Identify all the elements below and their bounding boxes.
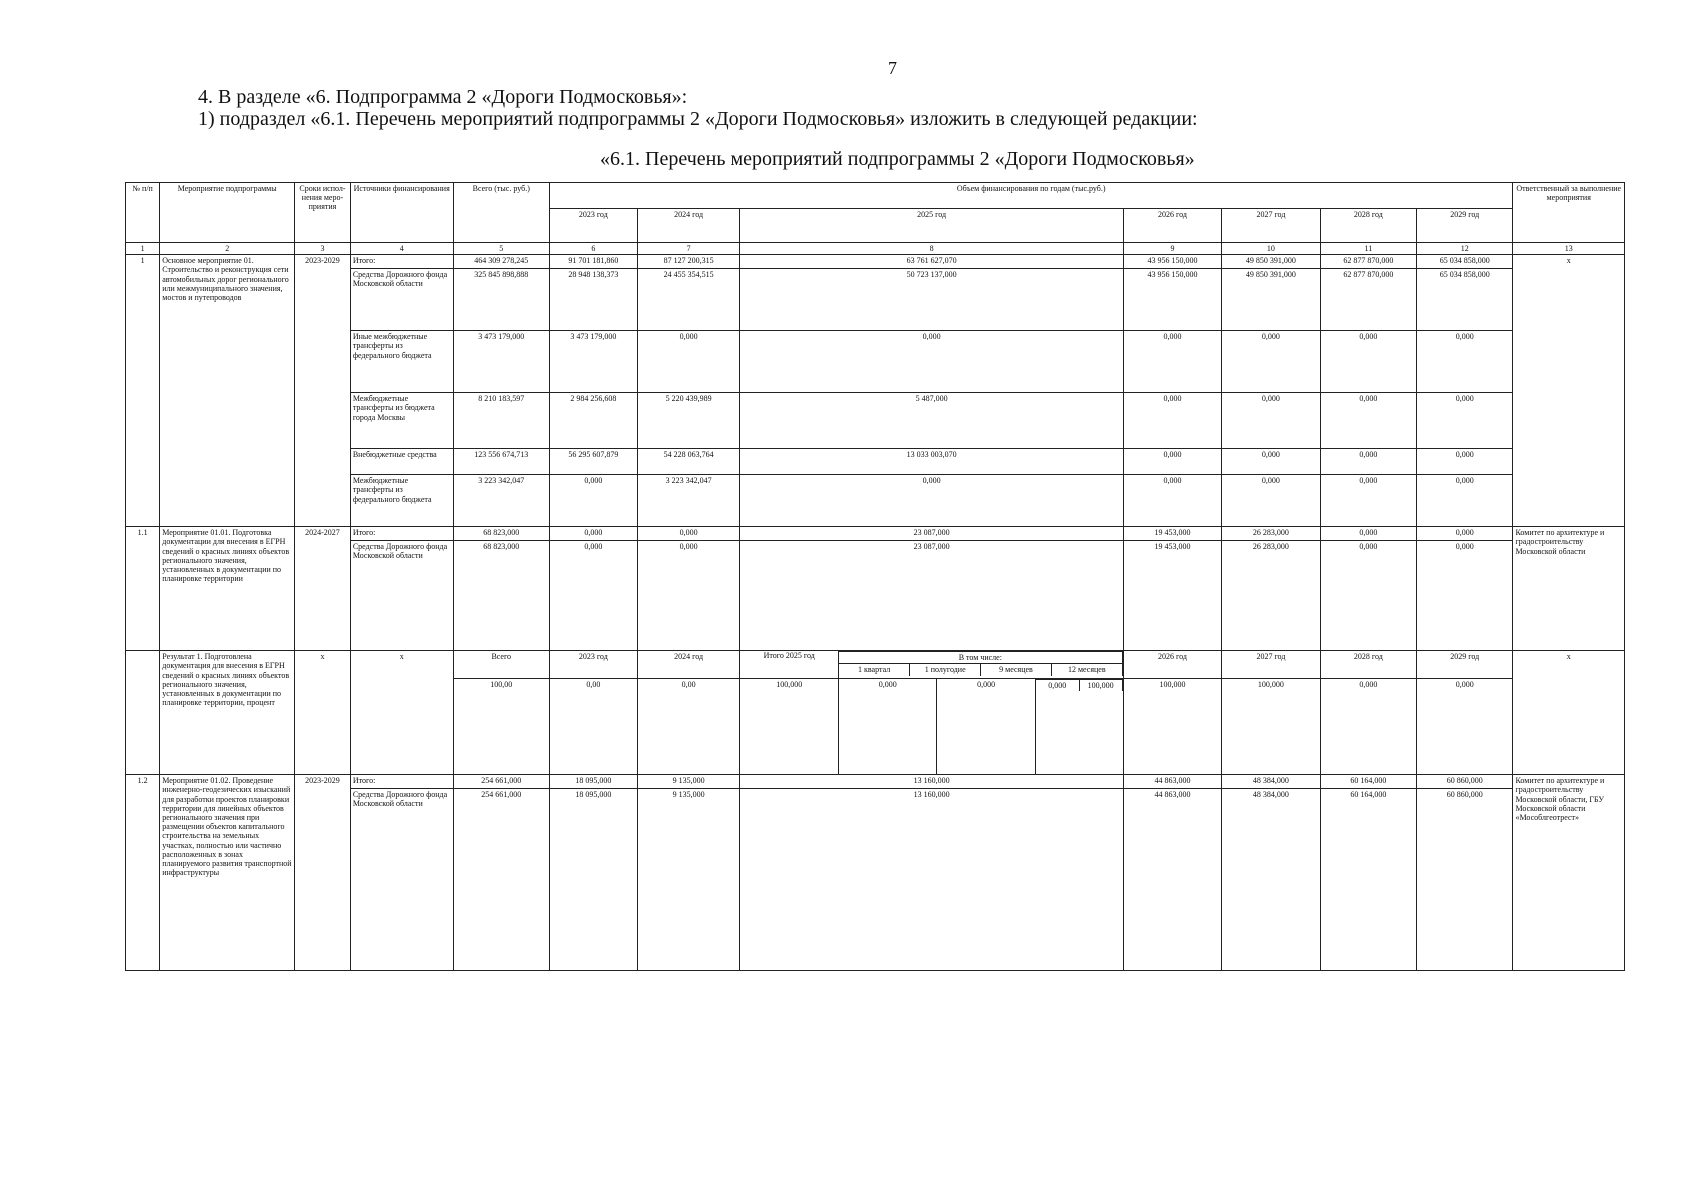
amount-2026: 19 453,000 bbox=[1123, 527, 1221, 541]
amount-2023: 0,000 bbox=[549, 527, 637, 541]
amount-2027: 0,000 bbox=[1222, 449, 1320, 475]
amount-2028: 62 877 870,000 bbox=[1320, 255, 1416, 269]
amount-2024: 9 135,000 bbox=[637, 775, 740, 789]
amount-2028: 0,000 bbox=[1320, 393, 1416, 449]
result-v-2023: 0,00 bbox=[549, 679, 637, 775]
amount-2028: 0,000 bbox=[1320, 331, 1416, 393]
amount-2024: 0,000 bbox=[637, 527, 740, 541]
amount-2029: 0,000 bbox=[1417, 449, 1513, 475]
amount-2029: 65 034 858,000 bbox=[1417, 269, 1513, 331]
result-v-q1: 0,000 bbox=[838, 679, 936, 775]
header-volume: Объем финансирования по годам (тыс.руб.) bbox=[549, 183, 1513, 209]
amount-2027: 26 283,000 bbox=[1222, 527, 1320, 541]
header-year-2027: 2027 год bbox=[1222, 209, 1320, 243]
event-terms: 2023-2029 bbox=[295, 255, 351, 527]
amount-2028: 0,000 bbox=[1320, 475, 1416, 527]
row-num: 1.1 bbox=[126, 527, 160, 651]
amount-total: 8 210 183,597 bbox=[453, 393, 549, 449]
col-number: 8 bbox=[740, 243, 1123, 255]
result-v-9m-12m bbox=[1035, 679, 1123, 775]
row-num: 1 bbox=[126, 255, 160, 527]
result-h-2028: 2028 год bbox=[1320, 651, 1416, 679]
result-h-total: Всего bbox=[453, 651, 549, 679]
amount-total: 254 661,000 bbox=[453, 789, 549, 971]
col-number: 4 bbox=[350, 243, 453, 255]
amount-2026: 0,000 bbox=[1123, 449, 1221, 475]
col-number: 10 bbox=[1222, 243, 1320, 255]
event-name: Мероприятие 01.02. Проведение инженерно-геодезических изысканий для разработки проектов планировки территории для линейных объектов регионального значения при размещении объектов капитального строительства на земельных участках, полностью или частично расположенных в зонах планируемого развития транспортной инфраструктуры bbox=[160, 775, 295, 971]
result-v-2029: 0,000 bbox=[1417, 679, 1513, 775]
amount-2028: 0,000 bbox=[1320, 527, 1416, 541]
result-v-total: 100,00 bbox=[453, 679, 549, 775]
amount-2028: 0,000 bbox=[1320, 449, 1416, 475]
header-year-2029: 2029 год bbox=[1417, 209, 1513, 243]
amount-2023: 56 295 607,879 bbox=[549, 449, 637, 475]
amount-2027: 0,000 bbox=[1222, 393, 1320, 449]
amount-total: 325 845 898,888 bbox=[453, 269, 549, 331]
amount-2026: 43 956 150,000 bbox=[1123, 269, 1221, 331]
result-header-row bbox=[126, 651, 1625, 679]
amount-total: 464 309 278,245 bbox=[453, 255, 549, 269]
table-row bbox=[126, 393, 1625, 449]
responsible: Комитет по архитектуре и градостроительству Московской области bbox=[1513, 527, 1625, 651]
result-h-2023: 2023 год bbox=[549, 651, 637, 679]
col-number: 5 bbox=[453, 243, 549, 255]
amount-total: 254 661,000 bbox=[453, 775, 549, 789]
section-heading: 4. В разделе «6. Подпрограмма 2 «Дороги Подмосковья»: bbox=[198, 86, 688, 108]
amount-2029: 60 860,000 bbox=[1417, 789, 1513, 971]
row-num: 1.2 bbox=[126, 775, 160, 971]
col-number: 3 bbox=[295, 243, 351, 255]
amount-2025: 63 761 627,070 bbox=[740, 255, 1123, 269]
amount-2024: 24 455 354,515 bbox=[637, 269, 740, 331]
amount-2023: 0,000 bbox=[549, 475, 637, 527]
amount-2027: 48 384,000 bbox=[1222, 775, 1320, 789]
col-number: 13 bbox=[1513, 243, 1625, 255]
amount-2025: 23 087,000 bbox=[740, 527, 1123, 541]
amount-2023: 2 984 256,608 bbox=[549, 393, 637, 449]
header-year-2025: 2025 год bbox=[740, 209, 1123, 243]
amount-2029: 0,000 bbox=[1417, 475, 1513, 527]
header-event: Мероприятие подпрограммы bbox=[160, 183, 295, 243]
table-title: «6.1. Перечень мероприятий подпрограммы 2 «Дороги Подмосковья» bbox=[600, 148, 1195, 170]
result-h-2024: 2024 год bbox=[637, 651, 740, 679]
amount-2029: 60 860,000 bbox=[1417, 775, 1513, 789]
amount-2023: 18 095,000 bbox=[549, 789, 637, 971]
amount-2027: 0,000 bbox=[1222, 475, 1320, 527]
result-h-vtom: В том числе: bbox=[839, 652, 1122, 664]
amount-2027: 48 384,000 bbox=[1222, 789, 1320, 971]
result-h-breakdown bbox=[838, 651, 1123, 679]
amount-2029: 65 034 858,000 bbox=[1417, 255, 1513, 269]
col-number: 2 bbox=[160, 243, 295, 255]
amount-2026: 44 863,000 bbox=[1123, 775, 1221, 789]
responsible: х bbox=[1513, 255, 1625, 527]
result-h-h1: 1 полугодие bbox=[910, 664, 981, 676]
result-h-2026: 2026 год bbox=[1123, 651, 1221, 679]
amount-2023: 18 095,000 bbox=[549, 775, 637, 789]
header-year-2028: 2028 год bbox=[1320, 209, 1416, 243]
amount-2029: 0,000 bbox=[1417, 393, 1513, 449]
amount-2027: 49 850 391,000 bbox=[1222, 255, 1320, 269]
amount-total: 68 823,000 bbox=[453, 541, 549, 651]
amount-2025: 5 487,000 bbox=[740, 393, 1123, 449]
events-table bbox=[125, 182, 1625, 971]
amount-2024: 54 228 063,764 bbox=[637, 449, 740, 475]
event-name: Основное мероприятие 01. Строительство и реконструкция сети автомобильных дорог регионального или межмуниципального значения, мостов и путепроводов bbox=[160, 255, 295, 527]
header-year-2024: 2024 год bbox=[637, 209, 740, 243]
amount-2026: 43 956 150,000 bbox=[1123, 255, 1221, 269]
responsible: Комитет по архитектуре и градостроительству Московской области, ГБУ Московской области «Мособлгеотрест» bbox=[1513, 775, 1625, 971]
amount-2026: 0,000 bbox=[1123, 331, 1221, 393]
header-year-2023: 2023 год bbox=[549, 209, 637, 243]
header-num: № п/п bbox=[126, 183, 160, 243]
result-v-2024: 0,00 bbox=[637, 679, 740, 775]
amount-2026: 0,000 bbox=[1123, 393, 1221, 449]
result-h-2027: 2027 год bbox=[1222, 651, 1320, 679]
page-number: 7 bbox=[888, 58, 897, 78]
result-v-2027: 100,000 bbox=[1222, 679, 1320, 775]
amount-2029: 0,000 bbox=[1417, 527, 1513, 541]
table-row bbox=[126, 541, 1625, 651]
result-v-h1: 0,000 bbox=[937, 679, 1035, 775]
result-terms: х bbox=[295, 651, 351, 775]
source-name: Средства Дорожного фонда Московской области bbox=[350, 541, 453, 651]
event-terms: 2023-2029 bbox=[295, 775, 351, 971]
amount-2027: 49 850 391,000 bbox=[1222, 269, 1320, 331]
amount-2025: 13 160,000 bbox=[740, 789, 1123, 971]
result-sources: х bbox=[350, 651, 453, 775]
amount-2026: 0,000 bbox=[1123, 475, 1221, 527]
col-number: 11 bbox=[1320, 243, 1416, 255]
table-row bbox=[126, 527, 1625, 541]
amount-total: 3 473 179,000 bbox=[453, 331, 549, 393]
header-year-2026: 2026 год bbox=[1123, 209, 1221, 243]
col-number: 6 bbox=[549, 243, 637, 255]
amount-2028: 60 164,000 bbox=[1320, 775, 1416, 789]
amount-2024: 0,000 bbox=[637, 541, 740, 651]
result-v-9m: 0,000 bbox=[1036, 680, 1079, 692]
result-responsible: х bbox=[1513, 651, 1625, 775]
amount-2025: 23 087,000 bbox=[740, 541, 1123, 651]
amount-total: 3 223 342,047 bbox=[453, 475, 549, 527]
table-row bbox=[126, 269, 1625, 331]
amount-2024: 9 135,000 bbox=[637, 789, 740, 971]
result-h-q1: 1 квартал bbox=[839, 664, 910, 676]
source-name: Внебюджетные средства bbox=[350, 449, 453, 475]
amount-2026: 44 863,000 bbox=[1123, 789, 1221, 971]
col-number: 1 bbox=[126, 243, 160, 255]
source-name: Итого: bbox=[350, 775, 453, 789]
result-h-2029: 2029 год bbox=[1417, 651, 1513, 679]
amount-2025: 13 160,000 bbox=[740, 775, 1123, 789]
amount-total: 123 556 674,713 bbox=[453, 449, 549, 475]
source-name: Иные межбюджетные трансферты из федерального бюджета bbox=[350, 331, 453, 393]
source-name: Межбюджетные трансферты из федерального бюджета bbox=[350, 475, 453, 527]
amount-2029: 0,000 bbox=[1417, 331, 1513, 393]
amount-2025: 0,000 bbox=[740, 331, 1123, 393]
event-name: Мероприятие 01.01. Подготовка документации для внесения в ЕГРН сведений о красных линиях объектов регионального значения, установленных в документации по планировке территории bbox=[160, 527, 295, 651]
event-terms: 2024-2027 bbox=[295, 527, 351, 651]
amount-2024: 87 127 200,315 bbox=[637, 255, 740, 269]
result-v-2025: 100,000 bbox=[740, 679, 838, 775]
result-v-12m: 100,000 bbox=[1079, 680, 1122, 692]
amount-2023: 91 701 181,860 bbox=[549, 255, 637, 269]
result-h-12m: 12 месяцев bbox=[1051, 664, 1122, 676]
amount-2023: 3 473 179,000 bbox=[549, 331, 637, 393]
col-number: 7 bbox=[637, 243, 740, 255]
amount-2023: 0,000 bbox=[549, 541, 637, 651]
source-name: Межбюджетные трансферты из бюджета города Москвы bbox=[350, 393, 453, 449]
col-number: 12 bbox=[1417, 243, 1513, 255]
header-responsible: Ответственный за выполнение мероприятия bbox=[1513, 183, 1625, 243]
result-h-9m: 9 месяцев bbox=[981, 664, 1052, 676]
header-total: Всего (тыс. руб.) bbox=[453, 183, 549, 243]
amount-2024: 0,000 bbox=[637, 331, 740, 393]
table-row bbox=[126, 331, 1625, 393]
source-name: Средства Дорожного фонда Московской области bbox=[350, 789, 453, 971]
amount-2025: 13 033 003,070 bbox=[740, 449, 1123, 475]
amount-2028: 60 164,000 bbox=[1320, 789, 1416, 971]
result-h-itogo-2025: Итого 2025 год bbox=[740, 651, 838, 679]
amount-2028: 0,000 bbox=[1320, 541, 1416, 651]
amount-total: 68 823,000 bbox=[453, 527, 549, 541]
result-v-2026: 100,000 bbox=[1123, 679, 1221, 775]
amount-2029: 0,000 bbox=[1417, 541, 1513, 651]
result-name: Результат 1. Подготовлена документация для внесения в ЕГРН сведений о красных линиях объектов регионального значения, установленных в документации по планировке территории, процент bbox=[160, 651, 295, 775]
source-name: Итого: bbox=[350, 527, 453, 541]
amount-2025: 50 723 137,000 bbox=[740, 269, 1123, 331]
header-terms: Сроки испол-нения меро-приятия bbox=[295, 183, 351, 243]
header-sources: Источники финансирования bbox=[350, 183, 453, 243]
table-row bbox=[126, 775, 1625, 789]
amount-2027: 0,000 bbox=[1222, 331, 1320, 393]
table-row bbox=[126, 475, 1625, 527]
subsection-heading: 1) подраздел «6.1. Перечень мероприятий подпрограммы 2 «Дороги Подмосковья» изложить в следующей редакции: bbox=[198, 108, 1198, 130]
source-name: Итого: bbox=[350, 255, 453, 269]
source-name: Средства Дорожного фонда Московской области bbox=[350, 269, 453, 331]
amount-2023: 28 948 138,373 bbox=[549, 269, 637, 331]
amount-2024: 5 220 439,989 bbox=[637, 393, 740, 449]
amount-2026: 19 453,000 bbox=[1123, 541, 1221, 651]
amount-2028: 62 877 870,000 bbox=[1320, 269, 1416, 331]
amount-2027: 26 283,000 bbox=[1222, 541, 1320, 651]
col-number: 9 bbox=[1123, 243, 1221, 255]
amount-2024: 3 223 342,047 bbox=[637, 475, 740, 527]
table-row bbox=[126, 789, 1625, 971]
table-row bbox=[126, 449, 1625, 475]
table-row bbox=[126, 255, 1625, 269]
result-v-2028: 0,000 bbox=[1320, 679, 1416, 775]
amount-2025: 0,000 bbox=[740, 475, 1123, 527]
